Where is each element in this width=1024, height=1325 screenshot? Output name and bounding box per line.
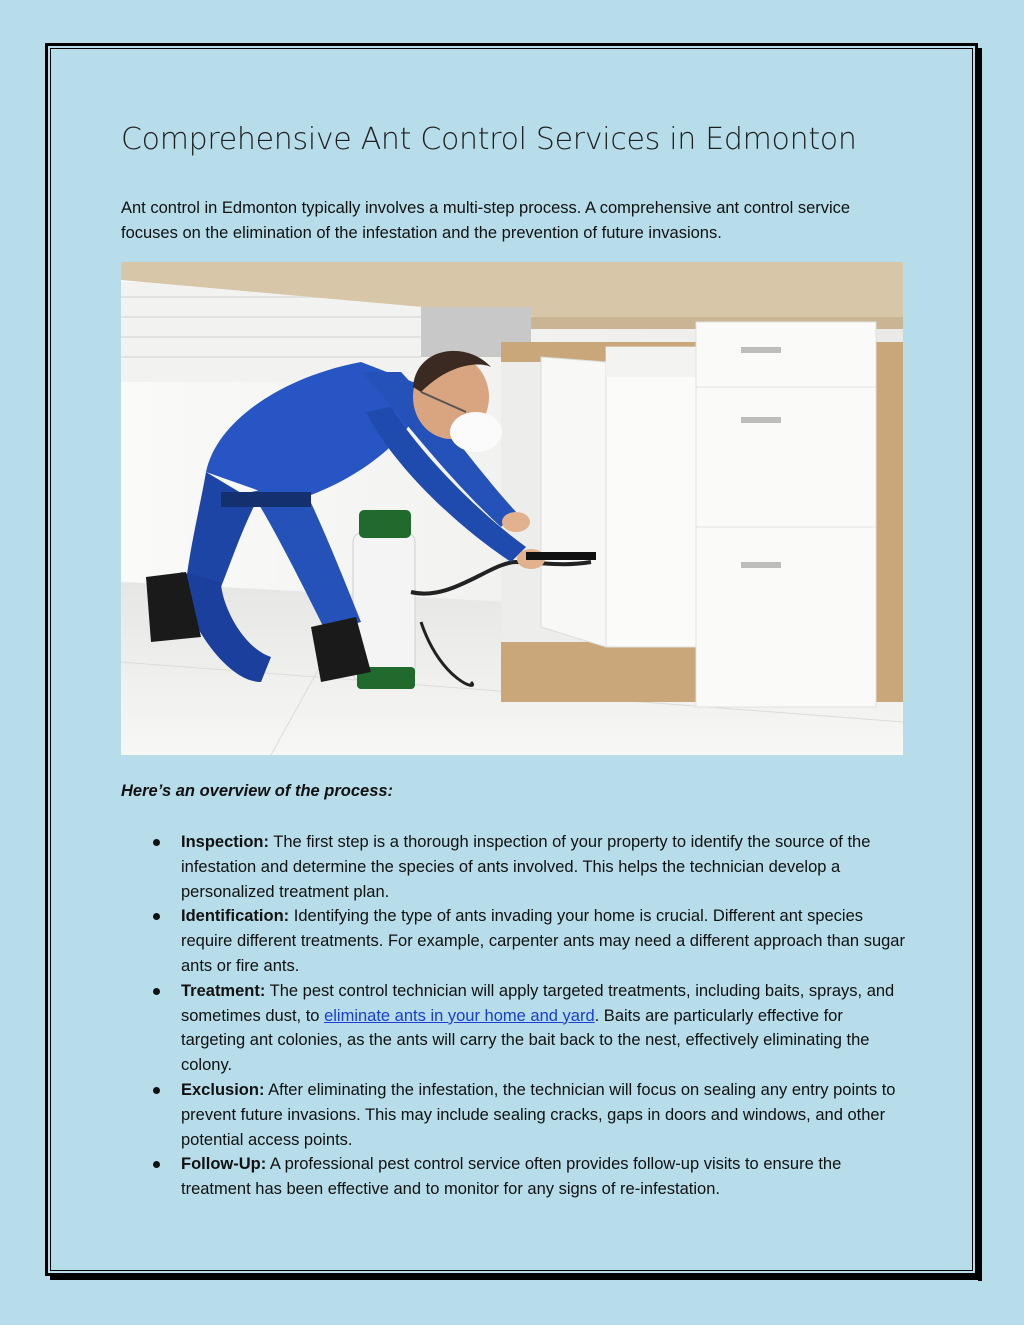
step-label: Treatment:	[181, 981, 266, 1000]
eliminate-ants-link[interactable]: eliminate ants in your home and yard	[324, 1006, 595, 1025]
list-item-exclusion	[181, 1078, 911, 1152]
list-item-treatment	[181, 979, 911, 1078]
step-label: Follow-Up:	[181, 1155, 267, 1174]
technician-photo	[121, 262, 903, 755]
step-label: Exclusion:	[181, 1080, 265, 1099]
step-text: The first step is a thorough inspection of your property to identify the source of the infestation and determine the species of ants involved. This helps the technician develop a personalized treatment plan.	[181, 833, 871, 901]
overview-heading: Here’s an overview of the process:	[121, 782, 394, 800]
list-item-follow-up	[181, 1152, 911, 1202]
step-label: Inspection:	[181, 833, 270, 851]
page-border-shadow-bottom	[50, 1276, 982, 1280]
dishwasher	[606, 347, 696, 647]
intro-paragraph: Ant control in Edmonton typically involves a multi-step process. A comprehensive ant control service focuses on the elimination of the infestation and the prevention of future invasions.	[121, 199, 851, 242]
step-text: The pest control technician will apply targeted treatments, including baits, sprays, and sometimes dust, to	[181, 981, 895, 1025]
step-label: Identification:	[181, 907, 290, 926]
step-text: After eliminating the infestation, the technician will focus on sealing any entry points to prevent future invasions. This may include sealing cracks, gaps in doors and windows, and other potential access points.	[181, 1080, 896, 1149]
page-title: Comprehensive Ant Control Services in Edmonton	[121, 122, 857, 157]
page-border-shadow-right	[978, 48, 982, 1281]
step-text: . Baits are particularly effective for targeting ant colonies, as the ants will carry the bait back to the nest, effectively eliminating the colony.	[181, 1006, 870, 1075]
step-text: A professional pest control service often provides follow-up visits to ensure the treatment has been effective and to monitor for any signs of re-infestation.	[181, 1155, 842, 1199]
process-steps-list	[181, 830, 911, 1202]
list-item-identification	[181, 904, 911, 978]
step-text: Identifying the type of ants invading your home is crucial. Different ant species require different treatments. For example, carpenter ants may need a different approach than sugar ants or fire ants.	[181, 907, 905, 975]
cabinet-drawers	[696, 322, 876, 707]
list-item-inspection	[181, 830, 911, 904]
